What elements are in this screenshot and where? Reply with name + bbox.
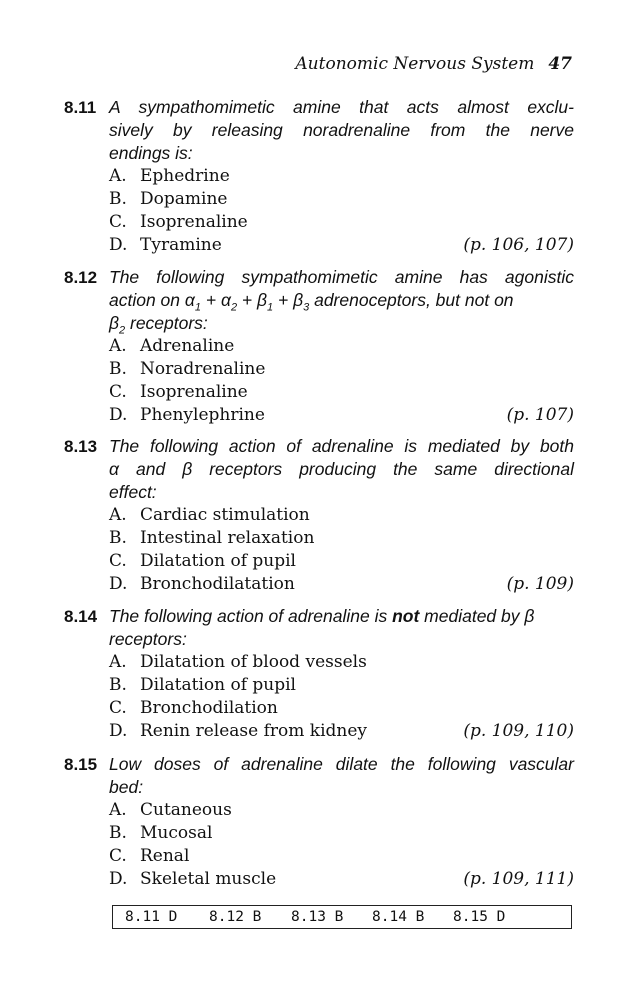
option-a: A. Adrenaline [109,336,235,356]
question-number: 8.15 [64,755,98,774]
stem-line: Low doses of adrenaline dilate the following vascular [109,754,574,774]
option-d: D. Tyramine (p. 106, 107) [109,235,574,255]
option-list [109,165,574,257]
question-8-13 [64,435,574,596]
answer-key-item: 8.13 B [291,909,344,925]
option-a: A. Cardiac stimulation [109,505,310,525]
running-header [295,52,572,76]
option-a: A. Cutaneous [109,800,232,820]
stem-line: A sympathomimetic amine that acts almost exclu- [109,97,574,117]
question-stem [109,753,574,799]
page-number: 47 [548,54,572,74]
stem-line: The following sympathomimetic amine has agonistic [109,267,574,287]
option-a: A. Ephedrine [109,166,230,186]
answer-key-box [112,905,572,929]
page-reference: (p. 107) [506,405,574,425]
stem-line: receptors: [109,629,187,649]
question-number: 8.11 [64,98,97,117]
option-b: B. Dilatation of pupil [109,675,296,695]
page-reference: (p. 109, 110) [463,721,574,741]
option-list [109,504,574,596]
stem-line: sively by releasing noradrenaline from the nerve [109,120,574,140]
option-d: D. Bronchodilatation (p. 109) [109,574,574,594]
stem-line: endings is: [109,143,193,163]
answer-key-item: 8.14 B [372,909,425,925]
stem-line: action on $\alpha_1 + \alpha_2 + \beta_1 + \beta_3$ adrenoceptors, but not on [109,290,514,314]
option-b: B. Noradrenaline [109,359,266,379]
option-b: B. Mucosal [109,823,213,843]
option-b: B. Dopamine [109,189,228,209]
page-reference: (p. 106, 107) [463,235,574,255]
answer-key-item: 8.12 B [209,909,262,925]
option-c: C. Dilatation of pupil [109,551,296,571]
question-8-15 [64,753,574,891]
option-d: D. Renin release from kidney (p. 109, 110) [109,721,574,741]
question-8-11 [64,96,574,257]
stem-line: $\beta_2$ receptors: [109,313,208,337]
stem-line: α and β receptors producing the same directional [109,459,574,479]
question-number: 8.14 [64,607,98,626]
page-reference: (p. 109, 111) [463,869,574,889]
question-8-12 [64,266,574,427]
stem-line: The following action of adrenaline is not mediated by β [109,606,535,626]
option-c: C. Renal [109,846,190,866]
question-stem [109,266,574,335]
stem-line: bed: [109,777,144,797]
option-b: B. Intestinal relaxation [109,528,315,548]
option-d: D. Skeletal muscle (p. 109, 111) [109,869,574,889]
option-list [109,335,574,427]
question-number: 8.12 [64,268,98,287]
option-list [109,651,574,743]
question-number: 8.13 [64,437,98,456]
option-c: C. Isoprenaline [109,382,248,402]
option-d: D. Phenylephrine (p. 107) [109,405,574,425]
emphasis-not: not [392,606,420,626]
option-c: C. Isoprenaline [109,212,248,232]
stem-line: The following action of adrenaline is mediated by both [109,436,574,456]
option-a: A. Dilatation of blood vessels [109,652,367,672]
question-8-14 [64,605,574,743]
question-stem [109,435,574,504]
answer-key-item: 8.15 D [453,909,506,925]
question-stem [109,605,574,651]
option-c: C. Bronchodilation [109,698,278,718]
option-list [109,799,574,891]
stem-line: effect: [109,482,157,502]
running-title: Autonomic Nervous System [295,54,535,74]
question-stem [109,96,574,165]
answer-key-item: 8.11 D [125,909,178,925]
page-reference: (p. 109) [506,574,574,594]
